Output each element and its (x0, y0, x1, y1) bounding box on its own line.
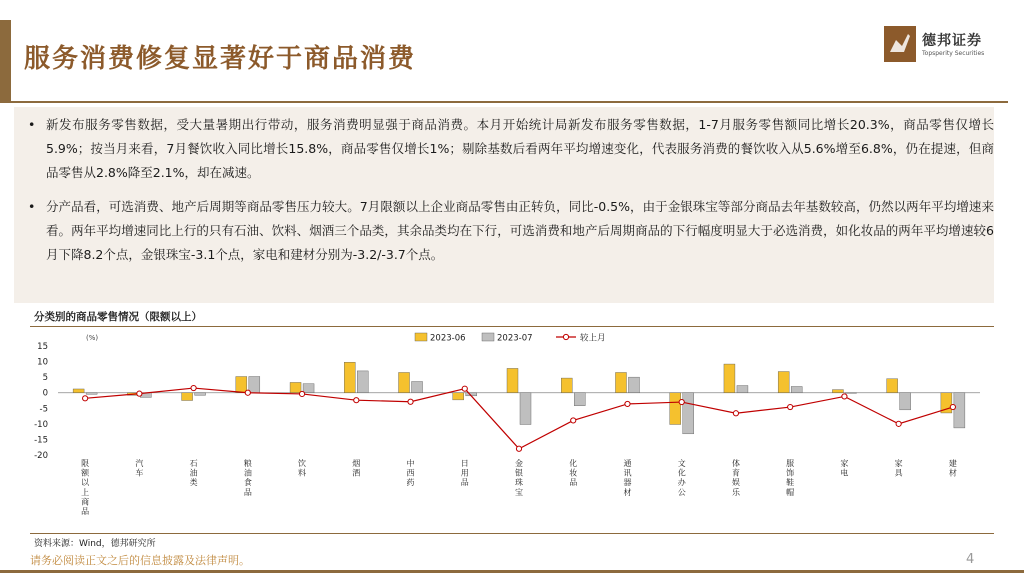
x-category-label: 家具 (894, 459, 903, 478)
bar-2023-07 (628, 377, 639, 393)
bar-2023-06 (724, 364, 735, 393)
y-unit-label: (%) (86, 334, 99, 342)
line-point (408, 399, 413, 404)
bar-2023-07 (412, 382, 423, 393)
bar-2023-06 (290, 382, 301, 392)
bar-2023-06 (615, 372, 626, 392)
x-category-label: 通讯器材 (623, 459, 632, 497)
source-note: 资料来源：Wind，德邦研究所 (34, 539, 156, 549)
page-title: 服务消费修复显著好于商品消费 (24, 44, 417, 74)
line-point (245, 390, 250, 395)
line-point (950, 404, 955, 409)
line-point (516, 446, 521, 451)
logo-mark-icon (884, 26, 916, 62)
line-series (85, 388, 953, 449)
y-tick-label: 10 (37, 357, 48, 368)
bar-2023-07 (520, 393, 531, 425)
logo-name-en: Topsperity Securities (922, 50, 985, 57)
x-category-label: 金银珠宝 (515, 459, 523, 497)
y-tick-label: -20 (34, 451, 48, 461)
line-point (137, 391, 142, 396)
x-category-label: 家电 (840, 459, 849, 478)
line-point (83, 396, 88, 401)
bar-2023-07 (195, 393, 206, 395)
legend-label: 2023-07 (497, 333, 533, 344)
bullet-text: 新发布服务零售数据，受大量暑期出行带动，服务消费明显强于商品消费。本月开始统计局新发布服务零售数据，1-7月服务零售额同比增长20.3%，商品零售仅增长5.9%；按当月来看，7月餐饮收入同比增长15.8%，商品零售仅增长1%；剔除基数后看两年平均增速变化，代表服务消费的餐饮收入从5.6%增至6.8%，仍在提速，但商品零售从2.8%降至2.1%，却在减速。 (46, 117, 994, 181)
bar-2023-07 (303, 384, 314, 393)
y-tick-label: -10 (34, 419, 48, 430)
x-category-label: 日用品 (460, 459, 469, 488)
legend-swatch-marker (563, 334, 568, 339)
line-point (679, 399, 684, 404)
bullet-marker: • (28, 117, 36, 132)
line-point (462, 386, 467, 391)
legend-label: 2023-06 (430, 333, 466, 344)
line-point (191, 385, 196, 390)
bar-2023-07 (791, 386, 802, 392)
x-category-label: 限额以上商品 (81, 459, 90, 516)
line-point (354, 398, 359, 403)
legend-swatch (415, 333, 427, 341)
bar-2023-06 (561, 378, 572, 393)
bar-2023-06 (670, 393, 681, 425)
bar-2023-06 (344, 362, 355, 393)
x-category-label: 汽车 (135, 459, 144, 478)
source-divider (30, 533, 994, 534)
bar-2023-07 (683, 393, 694, 434)
line-point (896, 421, 901, 426)
bar-2023-06 (507, 368, 518, 392)
page-number: 4 (966, 552, 975, 567)
x-category-label: 服饰鞋帽 (786, 459, 795, 497)
bar-2023-07 (900, 393, 911, 410)
disclaimer-text: 请务必阅读正文之后的信息披露及法律声明。 (30, 554, 250, 567)
summary-box (14, 107, 994, 303)
bar-2023-06 (887, 379, 898, 393)
bar-2023-06 (778, 372, 789, 393)
retail-chart (30, 328, 994, 532)
title-divider (0, 101, 1008, 103)
line-point (733, 411, 738, 416)
legend-swatch (482, 333, 494, 341)
legend-label: 较上月 (580, 333, 606, 344)
bar-2023-06 (236, 377, 247, 393)
bar-2023-06 (182, 393, 193, 401)
logo-name-cn: 德邦证券 (922, 33, 982, 49)
x-category-label: 烟酒 (352, 459, 361, 478)
y-tick-label: -5 (39, 404, 48, 415)
line-point (571, 418, 576, 423)
line-point (625, 401, 630, 406)
bar-2023-07 (86, 393, 97, 395)
x-category-label: 粮油食品 (243, 459, 252, 497)
x-category-label: 饮料 (298, 459, 307, 478)
x-category-label: 文化办公 (677, 459, 686, 497)
y-tick-label: 0 (42, 388, 48, 399)
line-point (788, 404, 793, 409)
x-category-label: 建材 (948, 459, 957, 478)
chart-title: 分类别的商品零售情况（限额以上） (34, 311, 202, 323)
line-point (299, 391, 304, 396)
bullet-marker: • (28, 199, 36, 214)
bullet-text: 分产品看，可选消费、地产后周期等商品零售压力较大。7月限额以上企业商品零售由正转负，同比-0.5%，由于金银珠宝等部分商品去年基数较高，仍然以两年平均增速来看。两年平均增速同比上行的只有石油、饮料、烟酒三个品类，其余品类均在下行，可选消费和地产后周期商品的下行幅度明显大于必选消费，如化妆品的两年平均增速较6月下降8.2个点，金银珠宝-3.1个点，家电和建材分别为-3.2/-3.7个点。 (46, 199, 994, 263)
footer-divider (0, 570, 1024, 573)
bar-2023-07 (737, 386, 748, 393)
bar-2023-07 (574, 393, 585, 406)
y-tick-label: -15 (34, 435, 48, 446)
bar-2023-07 (357, 371, 368, 393)
chart-top-divider (30, 326, 994, 327)
bar-2023-07 (845, 393, 856, 394)
x-category-label: 石油类 (189, 459, 198, 488)
bar-2023-06 (399, 372, 410, 392)
x-category-label: 化妆品 (569, 459, 578, 488)
bar-2023-06 (832, 390, 843, 393)
bar-2023-07 (249, 377, 260, 393)
bar-2023-06 (453, 393, 464, 400)
x-category-label: 中西药 (406, 459, 415, 488)
line-point (842, 394, 847, 399)
title-accent-bar (0, 20, 11, 102)
y-tick-label: 15 (37, 342, 48, 352)
x-category-label: 体育娱乐 (731, 459, 740, 497)
company-logo (884, 26, 994, 68)
bar-2023-06 (73, 389, 84, 393)
bar-2023-07 (954, 393, 965, 428)
y-tick-label: 5 (42, 373, 48, 384)
